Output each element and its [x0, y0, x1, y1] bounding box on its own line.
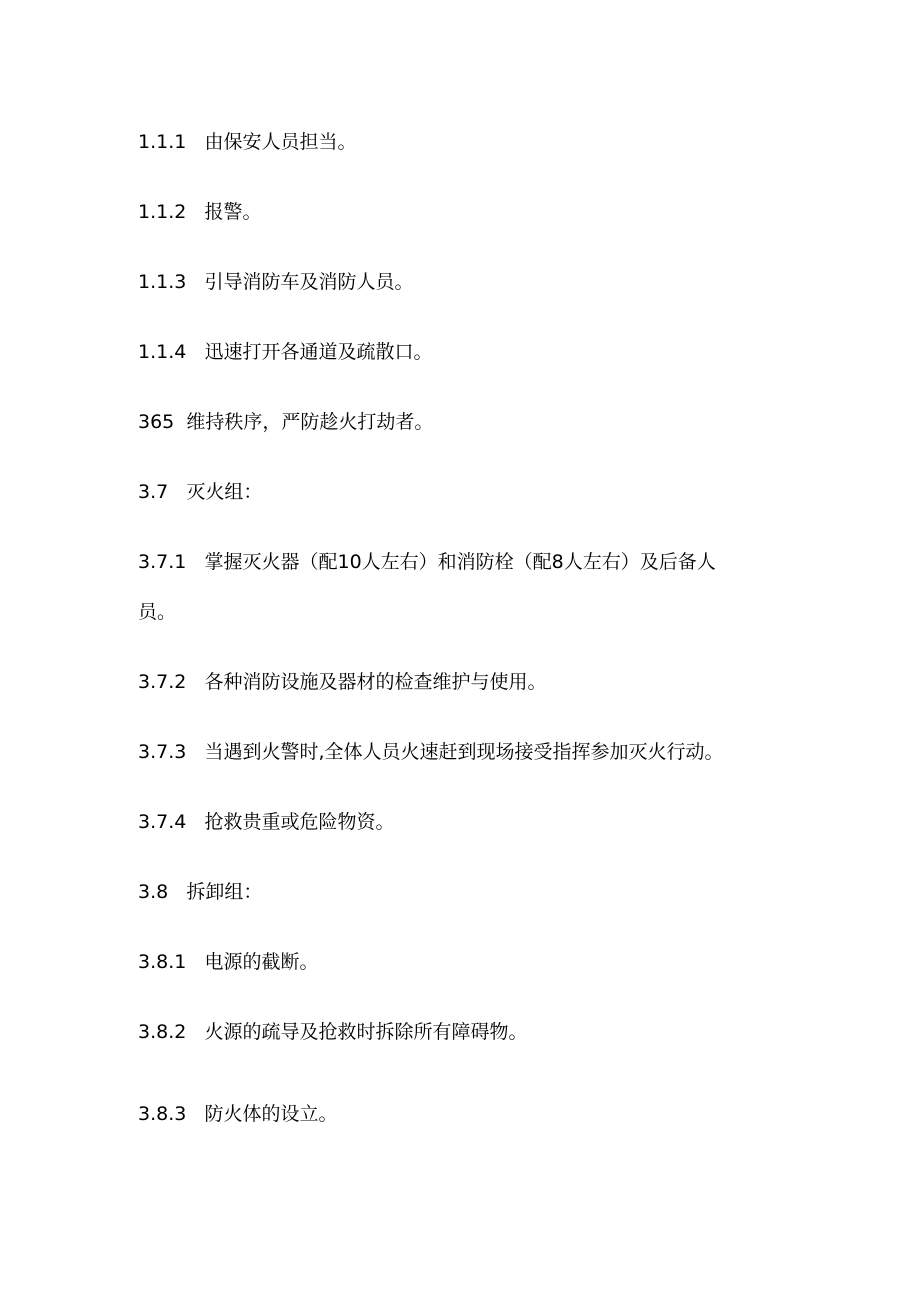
item-text-continuation: 员。 — [138, 601, 177, 623]
item-number: 3.7.1 — [138, 551, 187, 573]
item-number: 1.1.3 — [138, 271, 187, 293]
item-text: 引导消防车及消防人员。 — [204, 271, 414, 293]
list-item — [138, 200, 262, 224]
list-item-continuation — [138, 600, 176, 624]
list-item — [138, 810, 395, 834]
item-number: 3.7.2 — [138, 671, 187, 693]
item-number: 3.8.1 — [138, 951, 187, 973]
item-number: 3.8 — [138, 881, 169, 903]
list-item — [138, 740, 724, 764]
item-number: 1.1.1 — [138, 131, 187, 153]
item-text: 维持秩序，严防趁火打劫者。 — [186, 411, 434, 433]
item-text: 拆卸组： — [186, 881, 263, 903]
item-text: 电源的截断。 — [204, 951, 319, 973]
item-text: 火源的疏导及抢救时拆除所有障碍物。 — [204, 1021, 528, 1043]
item-text: 抢救贵重或危险物资。 — [204, 811, 395, 833]
list-item — [138, 410, 433, 434]
item-text: 各种消防设施及器材的检查维护与使用。 — [204, 671, 547, 693]
list-item — [138, 950, 319, 974]
list-item — [138, 550, 716, 574]
list-item — [138, 1020, 528, 1044]
item-text: 当遇到火警时,全体人员火速赶到现场接受指挥参加灭火行动。 — [204, 741, 724, 763]
list-item — [138, 130, 357, 154]
section-heading — [138, 480, 262, 504]
item-number: 3.7.4 — [138, 811, 187, 833]
section-heading — [138, 880, 262, 904]
item-number: 3.7.3 — [138, 741, 187, 763]
item-text: 由保安人员担当。 — [204, 131, 357, 153]
item-text: 灭火组： — [186, 481, 263, 503]
item-number: 3.8.3 — [138, 1103, 187, 1125]
list-item — [138, 670, 547, 694]
item-number: 3.8.2 — [138, 1021, 187, 1043]
item-text: 报警。 — [204, 201, 262, 223]
list-item — [138, 340, 433, 364]
item-text: 迅速打开各通道及疏散口。 — [204, 341, 433, 363]
item-number: 1.1.4 — [138, 341, 187, 363]
item-text: 防火体的设立。 — [204, 1103, 338, 1125]
list-item — [138, 1102, 338, 1126]
item-number: 365 — [138, 411, 175, 433]
item-number: 1.1.2 — [138, 201, 187, 223]
list-item — [138, 270, 414, 294]
item-text: 掌握灭火器（配10人左右）和消防栓（配8人左右）及后备人 — [204, 551, 716, 573]
item-number: 3.7 — [138, 481, 169, 503]
